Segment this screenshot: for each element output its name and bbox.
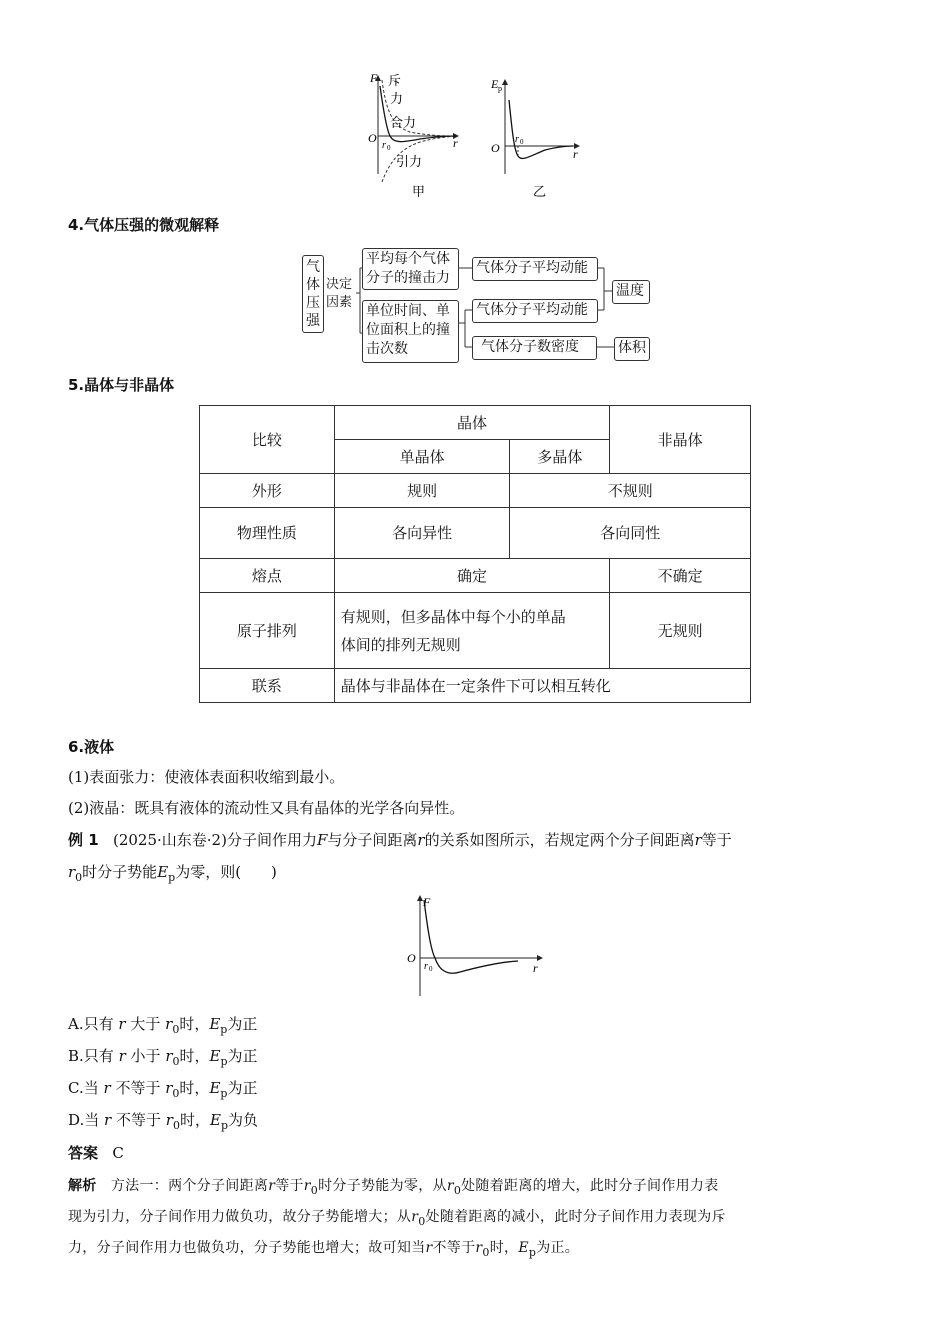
analysis-symbol: r xyxy=(303,1178,311,1194)
option-c[interactable] xyxy=(68,1077,257,1105)
cell-amorphous: 无规则 xyxy=(610,593,751,669)
branch1-line1: 平均每个气体 xyxy=(366,251,450,267)
th-single-crystal: 单晶体 xyxy=(334,440,510,474)
analysis-symbol: r xyxy=(411,1209,419,1225)
yi-y-sub: p xyxy=(498,84,502,93)
jia-r0: r xyxy=(382,140,386,151)
cell-crystal: 确定 xyxy=(334,559,609,593)
analysis-text: 方法一：两个分子间距离 xyxy=(110,1178,269,1194)
opt-text: 为正 xyxy=(227,1015,258,1033)
opt-symbol: E xyxy=(209,1111,221,1129)
cell-crystal-line2: 体间的排列无规则 xyxy=(340,635,461,654)
opt-text: 为正 xyxy=(227,1079,258,1097)
analysis-symbol: r xyxy=(425,1240,433,1256)
analysis-line1 xyxy=(68,1173,719,1204)
opt-text: 为正 xyxy=(227,1047,258,1065)
branch2-line2: 位面积上的撞 xyxy=(366,322,450,338)
answer-value: C xyxy=(112,1144,124,1162)
cell-crystal xyxy=(334,593,609,669)
opt-text: C.当 xyxy=(68,1079,99,1097)
opt-symbol: r xyxy=(118,1015,126,1033)
opt-text: D.当 xyxy=(68,1111,100,1129)
fig-origin: O xyxy=(407,951,416,965)
analysis-label: 解析 xyxy=(68,1178,97,1194)
q-text: 等于 xyxy=(701,831,732,849)
yi-caption: 乙 xyxy=(533,184,547,199)
analysis-sub: 0 xyxy=(453,1183,462,1197)
cell-label: 熔点 xyxy=(200,559,335,593)
opt-sub: 0 xyxy=(172,1055,180,1068)
analysis-text: 为正。 xyxy=(536,1240,580,1256)
yi-r0: r xyxy=(515,134,519,145)
opt-sub: 0 xyxy=(172,1023,180,1036)
q-symbol: r xyxy=(417,831,425,849)
analysis-text: 处随着距离的增大，此时分子间作用力表 xyxy=(461,1178,719,1194)
option-b[interactable] xyxy=(68,1045,258,1073)
opt-text: 时， xyxy=(179,1111,210,1129)
option-d[interactable] xyxy=(68,1109,258,1137)
th-amorphous: 非晶体 xyxy=(610,406,751,474)
jia-repulsion-1: 斥 xyxy=(388,73,402,88)
branch1-line2: 分子的撞击力 xyxy=(366,270,450,286)
opt-sub: p xyxy=(220,1055,228,1068)
th-compare: 比较 xyxy=(200,406,335,474)
opt-symbol: E xyxy=(209,1015,221,1033)
fig-r0-sub: 0 xyxy=(429,965,433,973)
opt-sub: 0 xyxy=(172,1087,180,1100)
table-row xyxy=(200,474,751,508)
cell-amorphous: 不确定 xyxy=(610,559,751,593)
analysis-sub: 0 xyxy=(418,1214,426,1228)
table-row xyxy=(200,669,751,703)
analysis-sub: 0 xyxy=(482,1245,490,1259)
table-row xyxy=(200,559,751,593)
example-label: 例 1 xyxy=(68,831,99,849)
example-question-line2 xyxy=(68,861,277,889)
opt-symbol: r xyxy=(165,1015,173,1033)
cell-single: 规则 xyxy=(334,474,510,508)
opt-sub: p xyxy=(220,1023,228,1036)
diagram-mid-label: 决定因素 xyxy=(324,275,356,315)
table-row xyxy=(200,508,751,559)
opt-sub: p xyxy=(220,1087,228,1100)
q-text: 为零，则( ) xyxy=(175,863,277,881)
opt-text: 不等于 xyxy=(115,1079,161,1097)
opt-symbol: r xyxy=(103,1079,111,1097)
diagram-ke2-box: 气体分子平均动能 xyxy=(472,299,598,323)
yi-origin: O xyxy=(491,141,500,155)
q-symbol: r xyxy=(68,863,76,881)
analysis-line3 xyxy=(68,1235,579,1266)
example-force-figure xyxy=(402,892,552,1002)
cell-single: 各向异性 xyxy=(334,508,510,559)
analysis-symbol: r xyxy=(475,1240,483,1256)
cell-label: 物理性质 xyxy=(200,508,335,559)
opt-symbol: r xyxy=(165,1047,173,1065)
diagram-root-box: 气体压强 xyxy=(302,255,324,333)
analysis-text: 时， xyxy=(489,1240,519,1256)
q-symbol: F xyxy=(316,831,328,849)
example-source: (2025·山东卷·2) xyxy=(112,831,227,849)
opt-sub: p xyxy=(220,1119,228,1132)
diagram-volume-box: 体积 xyxy=(614,337,650,361)
opt-symbol: E xyxy=(209,1079,221,1097)
cell-relation: 晶体与非晶体在一定条件下可以相互转化 xyxy=(334,669,750,703)
jia-caption: 甲 xyxy=(412,184,426,199)
jia-origin: O xyxy=(368,131,377,145)
opt-symbol: r xyxy=(165,1111,173,1129)
analysis-text: 力，分子间作用力也做负功，分子势能也增大；故可知当 xyxy=(68,1240,426,1256)
crystal-comparison-table xyxy=(199,405,751,703)
opt-symbol: r xyxy=(165,1079,173,1097)
opt-text: 时， xyxy=(179,1079,210,1097)
diagram-branch2-box xyxy=(362,300,459,363)
analysis-sub: p xyxy=(528,1245,537,1259)
analysis-text: 处随着距离的减小，此时分子间作用力表现为斥 xyxy=(425,1209,726,1225)
q-text: 时分子势能 xyxy=(82,863,158,881)
example-question-line1 xyxy=(68,829,732,851)
fig-y-label: F xyxy=(423,895,431,909)
th-poly-crystal: 多晶体 xyxy=(510,440,610,474)
fig-x-label: r xyxy=(533,961,538,975)
opt-text: 时， xyxy=(179,1015,210,1033)
opt-symbol: E xyxy=(209,1047,221,1065)
section6-title: 6.液体 xyxy=(68,738,115,756)
opt-text: B.只有 xyxy=(68,1047,114,1065)
opt-text: 为负 xyxy=(227,1111,258,1129)
opt-sub: 0 xyxy=(172,1119,180,1132)
cell-label: 外形 xyxy=(200,474,335,508)
opt-text: 大于 xyxy=(130,1015,161,1033)
analysis-text: 不等于 xyxy=(432,1240,476,1256)
option-a[interactable] xyxy=(68,1013,257,1041)
cell-label: 原子排列 xyxy=(200,593,335,669)
answer-label: 答案 xyxy=(68,1144,99,1162)
q-text: 分子间作用力 xyxy=(226,831,317,849)
analysis-symbol: r xyxy=(446,1178,454,1194)
branch2-line1: 单位时间、单 xyxy=(366,303,450,319)
opt-text: 时， xyxy=(179,1047,210,1065)
yi-x-label: r xyxy=(573,147,578,161)
q-text: 与分子间距离 xyxy=(327,831,418,849)
analysis-text: 现为引力，分子间作用力做负功，故分子势能增大；从 xyxy=(68,1209,412,1225)
yi-y-label: E xyxy=(491,77,499,91)
jia-r0-sub: 0 xyxy=(387,144,391,152)
cell-crystal-line1: 有规则，但多晶体中每个小的单晶 xyxy=(340,607,566,626)
q-text: 的关系如图所示，若规定两个分子间距离 xyxy=(424,831,695,849)
branch2-line3: 击次数 xyxy=(366,341,408,357)
section4-title: 4.气体压强的微观解释 xyxy=(68,216,220,234)
jia-net-label: 合力 xyxy=(390,115,417,130)
diagram-density-box: 气体分子数密度 xyxy=(472,336,597,360)
analysis-text: 时分子势能为零，从 xyxy=(318,1178,447,1194)
diagram-temperature-box: 温度 xyxy=(612,280,650,304)
figure-yi xyxy=(485,70,585,200)
jia-attraction-label: 引力 xyxy=(396,154,423,169)
analysis-text: 等于 xyxy=(275,1178,304,1194)
q-symbol: r xyxy=(694,831,702,849)
opt-text: 小于 xyxy=(130,1047,161,1065)
surface-tension-item: (1)表面张力：使液体表面积收缩到最小。 xyxy=(68,768,345,786)
q-sub: 0 xyxy=(75,871,83,884)
opt-text: A.只有 xyxy=(68,1015,114,1033)
yi-r0-sub: 0 xyxy=(520,138,524,146)
cell-rest: 各向同性 xyxy=(510,508,751,559)
liquid-crystal-item: (2)液晶：既具有液体的流动性又具有晶体的光学各向异性。 xyxy=(68,799,465,817)
q-symbol: E xyxy=(157,863,169,881)
analysis-symbol: E xyxy=(518,1240,529,1256)
cell-rest: 不规则 xyxy=(510,474,751,508)
fig-r0: r xyxy=(424,961,428,972)
answer-line xyxy=(68,1142,124,1164)
jia-x-label: r xyxy=(453,136,458,150)
th-crystal: 晶体 xyxy=(334,406,609,440)
analysis-sub: 0 xyxy=(310,1183,319,1197)
analysis-line2 xyxy=(68,1204,726,1235)
opt-text: 不等于 xyxy=(116,1111,162,1129)
figure-jia xyxy=(360,70,470,200)
diagram-ke1-box: 气体分子平均动能 xyxy=(472,257,598,281)
analysis-symbol: r xyxy=(268,1178,276,1194)
q-sub: p xyxy=(168,871,176,884)
cell-label: 联系 xyxy=(200,669,335,703)
table-row xyxy=(200,593,751,669)
jia-y-label: F xyxy=(370,71,378,85)
diagram-branch1-box xyxy=(362,248,459,290)
jia-repulsion-2: 力 xyxy=(390,91,404,106)
opt-symbol: r xyxy=(104,1111,112,1129)
section5-title: 5.晶体与非晶体 xyxy=(68,376,175,394)
opt-symbol: r xyxy=(118,1047,126,1065)
